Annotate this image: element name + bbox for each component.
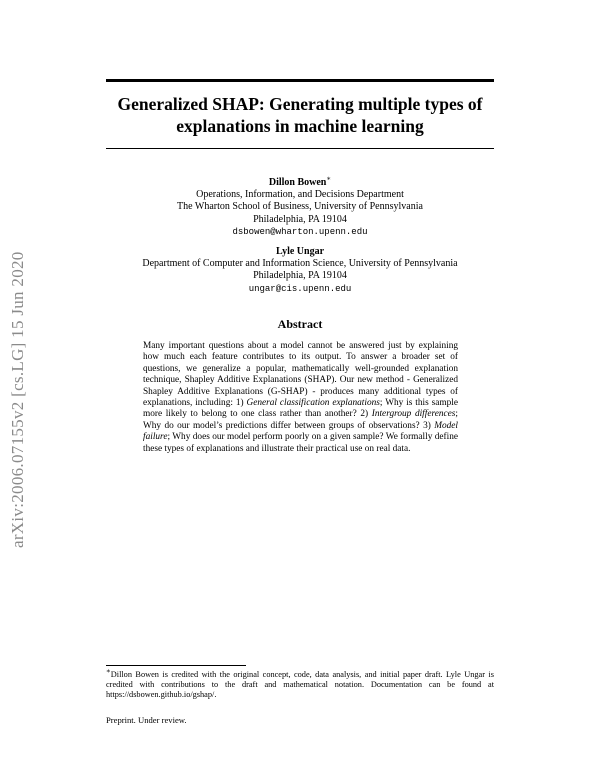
paper-title <box>106 93 494 137</box>
affiliation-line: Philadelphia, PA 19104 <box>253 270 347 282</box>
author-name: Lyle Ungar <box>275 246 325 257</box>
abstract-text: Many important questions about a model cannot be answered just by explaining how much each feature contributes to its output. To answer a broader set of questions, we generalize a popular, mathematically well-grounded explanation technique, Shapley Additive Explanations (SHAP). Our new method - Generalized Shapley Additive Explanations (G-SHAP) - produces many additional types of explanations, including: 1) <box>143 341 458 409</box>
abstract-emphasis: General classification explanations <box>246 398 380 409</box>
title-line-2: explanations in machine learning <box>176 116 424 136</box>
abstract-text: ; Why is this sample more likely to belong to one class rather than another? 2) <box>143 398 458 420</box>
affiliation-line: The Wharton School of Business, University of Pennsylvania <box>177 201 423 213</box>
author-email: ungar@cis.upenn.edu <box>248 283 352 294</box>
affiliation-line: Operations, Information, and Decisions Department <box>196 189 404 201</box>
footnote <box>106 667 494 701</box>
author-name: Dillon Bowen <box>268 177 327 188</box>
footnote-text: Dillon Bowen is credited with the original concept, code, data analysis, and initial paper draft. Lyle Ungar is credited with contributions to the draft and mathematical notation. Documentation can be found at https://dsbowen.github.io/gshap/. <box>106 670 494 700</box>
title-bottom-rule <box>106 148 494 149</box>
footnote-mark: ∗ <box>106 667 111 676</box>
affiliation-line: Philadelphia, PA 19104 <box>253 213 347 225</box>
abstract-text: ; Why do our model’s predictions differ between groups of observations? 3) <box>143 409 458 431</box>
author-email: dsbowen@wharton.upenn.edu <box>232 226 368 237</box>
abstract-emphasis: Model failure <box>143 420 458 443</box>
footnote-rule <box>106 665 246 666</box>
author-footnote-mark: ∗ <box>326 174 332 183</box>
author-block-2 <box>106 246 494 295</box>
author-block-1 <box>106 174 494 238</box>
title-line-1: Generalized SHAP: Generating multiple types of <box>117 94 483 114</box>
affiliation-line: Department of Computer and Information Science, University of Pennsylvania <box>142 258 458 270</box>
title-top-rule <box>106 79 494 82</box>
abstract-text: ; Why does our model perform poorly on a given sample? We formally define these types of explanations and illustrate their practical use on real data. <box>143 432 458 454</box>
abstract-emphasis: Intergroup differences <box>371 409 456 420</box>
arxiv-identifier-stamp: arXiv:2006.07155v2 [cs.LG] 15 Jun 2020 <box>8 251 27 548</box>
preprint-note: Preprint. Under review. <box>106 715 187 725</box>
abstract-body <box>143 341 458 455</box>
abstract-heading: Abstract <box>277 317 323 331</box>
